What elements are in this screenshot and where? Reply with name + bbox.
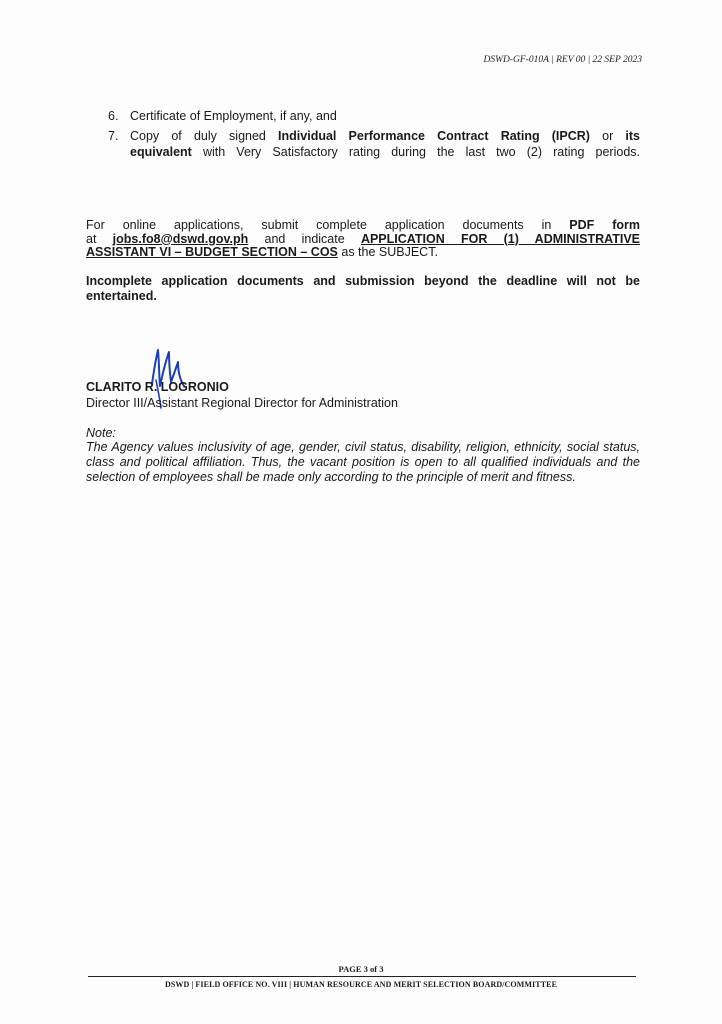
note-line: class and political affiliation. Thus, the vacant position is open to all qualified individuals and the [86,455,640,469]
list-item [108,108,640,124]
requirement-emphasis: its [625,129,640,143]
document-reference: DSWD-GF-010A | REV 00 | 22 SEP 2023 [483,55,642,65]
note-label: Note: [86,426,116,440]
signatory-title: Director III/Assistant Regional Director for Administration [86,396,398,410]
signatory-name: CLARITO R. LOGRONIO [86,380,229,394]
list-text [130,128,640,160]
footer-text: DSWD | FIELD OFFICE NO. VIII | HUMAN RESOURCE AND MERIT SELECTION BOARD/COMMITTEE [164,980,558,989]
note-line: The Agency values inclusivity of age, gender, civil status, disability, religion, ethnicity, social status, [86,440,640,454]
instruction-text: at [86,231,113,246]
warning-line: entertained. [86,289,157,303]
list-number: 7. [108,129,119,143]
requirements-list [108,108,640,164]
instruction-text: and indicate [248,231,361,246]
requirement-emphasis: Individual Performance Contract Rating (IPCR) [278,129,590,143]
pdf-form-emphasis: PDF form [569,218,641,232]
subject-line-2: ASSISTANT VI – BUDGET SECTION – COS [86,245,338,259]
page-number: PAGE 3 of 3 [338,964,384,974]
application-instructions [86,219,640,260]
email-link[interactable]: jobs.fo8@dswd.gov.ph [112,231,249,246]
list-item [108,128,640,160]
deadline-warning [86,274,640,304]
footer-divider [88,976,636,977]
list-text: Certificate of Employment, if any, and [130,109,337,123]
instruction-text: as the SUBJECT. [337,245,438,259]
list-number: 6. [108,109,119,123]
warning-line: Incomplete application documents and submission beyond the deadline will not be [86,274,640,288]
requirement-emphasis: equivalent [130,145,192,159]
note-line: selection of employees shall be made only according to the principle of merit and fitness. [86,470,576,484]
subject-line-1: APPLICATION FOR (1) ADMINISTRATIVE [360,231,640,246]
note-text [86,440,640,485]
requirement-text: with Very Satisfactory rating during the last two (2) rating periods. [191,145,640,159]
requirement-text: or [589,129,626,143]
requirement-text: Copy of duly signed [130,129,279,143]
instruction-text: For online applications, submit complete application documents in [86,218,570,232]
